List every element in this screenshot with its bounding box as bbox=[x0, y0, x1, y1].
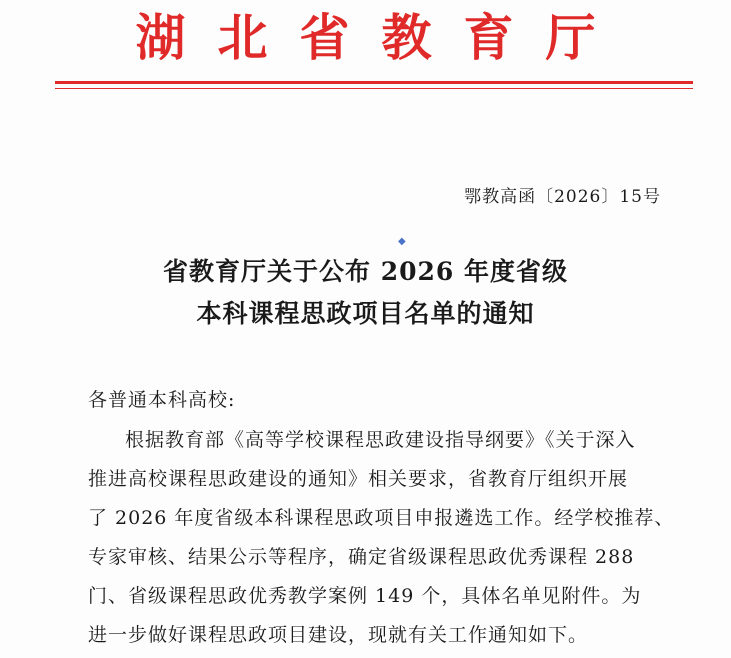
document-title-line-2: 本科课程思政项目名单的通知 bbox=[196, 299, 535, 328]
letterhead-rule-thin bbox=[55, 88, 693, 89]
body-line-5: 门、省级课程思政优秀教学案例 149 个，具体名单见附件。为 bbox=[88, 585, 642, 607]
body-line-3: 了 2026 年度省级本科课程思政项目申报遴选工作。经学校推荐、 bbox=[88, 507, 675, 529]
letterhead-rule-thick bbox=[55, 81, 693, 84]
body-line-1: 根据教育部《高等学校课程思政建设指导纲要》《关于深入 bbox=[125, 429, 636, 451]
letterhead-title: 湖北省教育厅 bbox=[135, 9, 628, 67]
body-line-4: 专家审核、结果公示等程序，确定省级课程思政优秀课程 288 bbox=[88, 546, 635, 568]
document-title-line-1: 省教育厅关于公布 2026 年度省级 bbox=[163, 257, 568, 286]
document-number: 鄂教高函〔2026〕15号 bbox=[464, 187, 661, 207]
body-line-2: 推进高校课程思政建设的通知》相关要求，省教育厅组织开展 bbox=[88, 468, 629, 490]
star-mark-icon: ◆ bbox=[398, 236, 406, 247]
salutation: 各普通本科高校: bbox=[88, 389, 236, 411]
body-line-6: 进一步做好课程思政项目建设，现就有关工作通知如下。 bbox=[88, 624, 589, 646]
